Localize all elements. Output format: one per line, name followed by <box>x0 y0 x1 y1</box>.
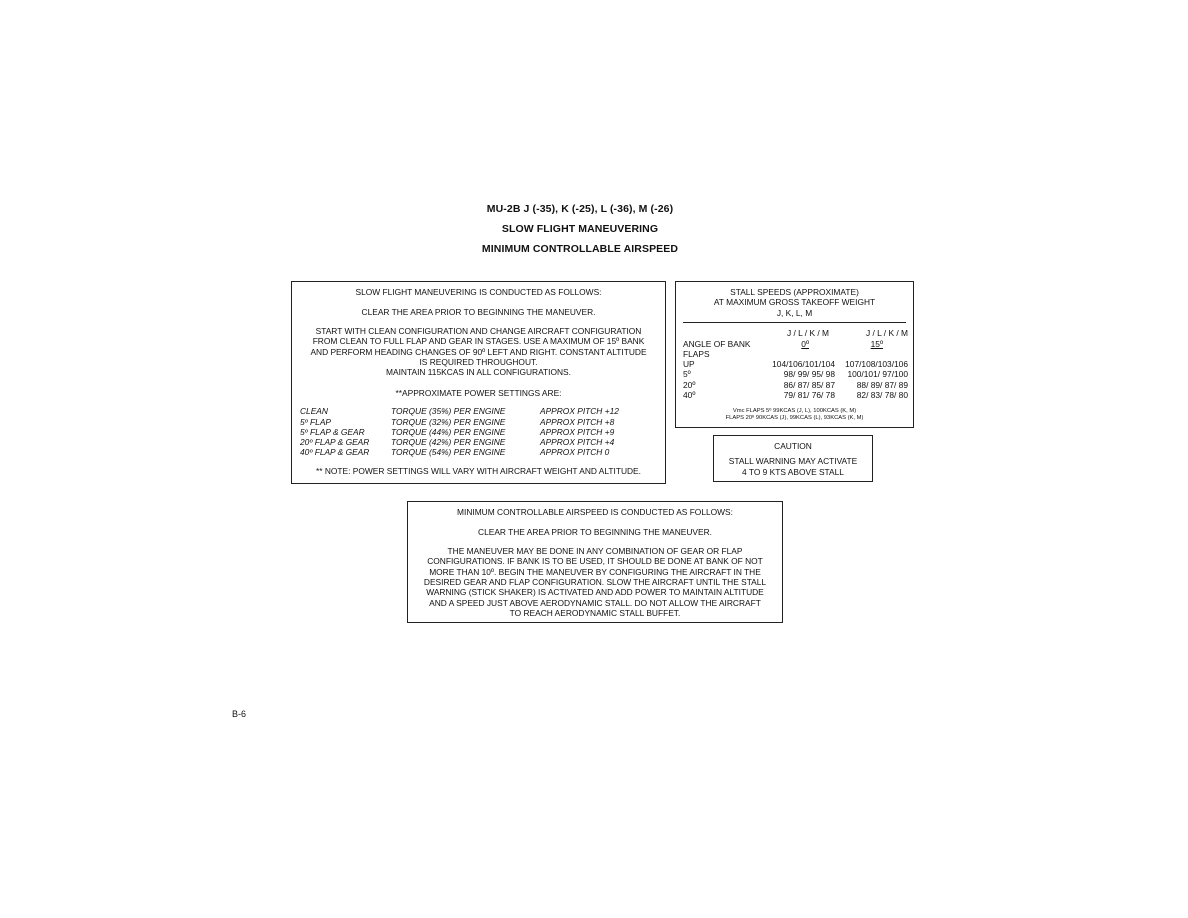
paragraph-line: DESIRED GEAR AND FLAP CONFIGURATION. SLOW THE AIRCRAFT UNTIL THE STALL <box>423 577 767 588</box>
row-label: FLAPS <box>683 348 710 359</box>
table-row <box>300 447 657 457</box>
pitch-cell: APPROX PITCH 0 <box>540 447 610 458</box>
speed-cell: 104/106/101/104 <box>772 359 835 370</box>
paragraph-line: AND A SPEED JUST ABOVE AERODYNAMIC STALL. DO NOT ALLOW THE AIRCRAFT <box>429 597 761 608</box>
caution-line: STALL WARNING MAY ACTIVATE <box>728 456 858 467</box>
row-label: ANGLE OF BANK <box>683 338 751 349</box>
vmc-footnote <box>683 408 906 422</box>
config-cell: 20º FLAP & GEAR <box>300 437 370 448</box>
stall-subtitle: AT MAXIMUM GROSS TAKEOFF WEIGHT <box>713 297 876 308</box>
document-header <box>330 199 830 259</box>
slow-flight-paragraph <box>300 326 657 378</box>
speed-cell: 98/ 99/ 95/ 98 <box>783 369 835 380</box>
stall-speeds-table <box>683 328 906 400</box>
paragraph-line: WARNING (STICK SHAKER) IS ACTIVATED AND ADD POWER TO MAINTAIN ALTITUDE <box>426 587 764 598</box>
caution-line: 4 TO 9 KTS ABOVE STALL <box>742 466 844 477</box>
torque-cell: TORQUE (42%) PER ENGINE <box>391 437 506 448</box>
slow-flight-title: SLOW FLIGHT MANEUVERING <box>501 223 659 235</box>
speed-cell: 86/ 87/ 85/ 87 <box>783 379 835 390</box>
divider <box>683 322 906 323</box>
slow-flight-clear-area: CLEAR THE AREA PRIOR TO BEGINNING THE MANEUVER. <box>361 307 596 318</box>
config-cell: CLEAN <box>300 406 328 417</box>
paragraph-line: TO REACH AERODYNAMIC STALL BUFFET. <box>509 608 681 619</box>
power-settings-note: ** NOTE: POWER SETTINGS WILL VARY WITH AIRCRAFT WEIGHT AND ALTITUDE. <box>316 465 641 476</box>
paragraph-line: CONFIGURATIONS. IF BANK IS TO BE USED, IT SHOULD BE DONE AT BANK OF NOT <box>427 556 763 567</box>
table-row <box>300 406 657 416</box>
paragraph-line: THE MANEUVER MAY BE DONE IN ANY COMBINATION OF GEAR OR FLAP <box>447 545 743 556</box>
pitch-cell: APPROX PITCH +9 <box>540 426 615 437</box>
mca-heading: MINIMUM CONTROLLABLE AIRSPEED IS CONDUCTED AS FOLLOWS: <box>457 507 733 517</box>
pitch-cell: APPROX PITCH +8 <box>540 416 615 427</box>
mca-box <box>407 501 783 623</box>
mca-title: MINIMUM CONTROLLABLE AIRSPEED <box>481 243 679 255</box>
config-cell: 5º FLAP <box>300 416 331 427</box>
paragraph-line: FROM CLEAN TO FULL FLAP AND GEAR IN STAGES. USE A MAXIMUM OF 15º BANK <box>312 336 645 347</box>
speed-cell: 107/108/103/106 <box>845 359 908 370</box>
aircraft-model-title: MU-2B J (-35), K (-25), L (-36), M (-26) <box>486 203 674 215</box>
stall-title: STALL SPEEDS (APPROXIMATE) <box>730 287 859 297</box>
stall-speeds-box <box>675 281 914 428</box>
column-header: J / L / K / M <box>865 328 908 339</box>
config-cell: 5º FLAP & GEAR <box>300 426 365 437</box>
caution-box <box>713 435 873 482</box>
page-number: B-6 <box>232 709 247 719</box>
pitch-cell: APPROX PITCH +4 <box>540 437 615 448</box>
table-row <box>300 437 657 447</box>
paragraph-line: AND PERFORM HEADING CHANGES OF 90º LEFT AND RIGHT. CONSTANT ALTITUDE <box>310 346 647 357</box>
torque-cell: TORQUE (32%) PER ENGINE <box>391 416 506 427</box>
speed-cell: 79/ 81/ 76/ 78 <box>783 390 835 400</box>
mca-clear-area: CLEAR THE AREA PRIOR TO BEGINNING THE MANEUVER. <box>478 527 712 538</box>
slow-flight-heading: SLOW FLIGHT MANEUVERING IS CONDUCTED AS FOLLOWS: <box>355 287 602 297</box>
bank-angle-0: 0º <box>801 338 809 349</box>
torque-cell: TORQUE (54%) PER ENGINE <box>391 447 506 458</box>
speed-cell: 100/101/ 97/100 <box>847 369 908 380</box>
table-row <box>300 427 657 437</box>
torque-cell: TORQUE (44%) PER ENGINE <box>391 426 506 437</box>
power-settings-table <box>300 406 657 457</box>
pitch-cell: APPROX PITCH +12 <box>540 406 619 417</box>
mca-paragraph <box>416 546 774 619</box>
footnote-line: Vmc FLAPS 5º 99KCAS (J, L), 100KCAS (K, M) <box>732 408 857 415</box>
flap-label: 40º <box>683 390 696 400</box>
caution-title: CAUTION <box>774 441 812 451</box>
bank-angle-15: 15º <box>870 338 883 349</box>
stall-models: J, K, L, M <box>776 307 813 318</box>
flap-label: UP <box>683 359 695 370</box>
paragraph-line: START WITH CLEAN CONFIGURATION AND CHANGE AIRCRAFT CONFIGURATION <box>315 325 642 336</box>
paragraph-line: MORE THAN 10º. BEGIN THE MANEUVER BY CONFIGURING THE AIRCRAFT IN THE <box>429 566 761 577</box>
flap-label: 5º <box>683 369 691 380</box>
speed-cell: 88/ 89/ 87/ 89 <box>856 379 908 390</box>
torque-cell: TORQUE (35%) PER ENGINE <box>391 406 506 417</box>
column-header: J / L / K / M <box>786 328 829 339</box>
config-cell: 40º FLAP & GEAR <box>300 447 370 458</box>
paragraph-line: MAINTAIN 115KCAS IN ALL CONFIGURATIONS. <box>386 367 571 378</box>
slow-flight-box <box>291 281 666 484</box>
footnote-line: FLAPS 20º 90KCAS (J), 99KCAS (L), 93KCAS (K, M) <box>725 415 864 422</box>
speed-cell: 82/ 83/ 78/ 80 <box>856 390 908 400</box>
power-settings-heading: **APPROXIMATE POWER SETTINGS ARE: <box>395 387 562 398</box>
table-row <box>300 417 657 427</box>
paragraph-line: IS REQUIRED THROUGHOUT. <box>419 357 538 368</box>
flap-label: 20º <box>683 379 696 390</box>
